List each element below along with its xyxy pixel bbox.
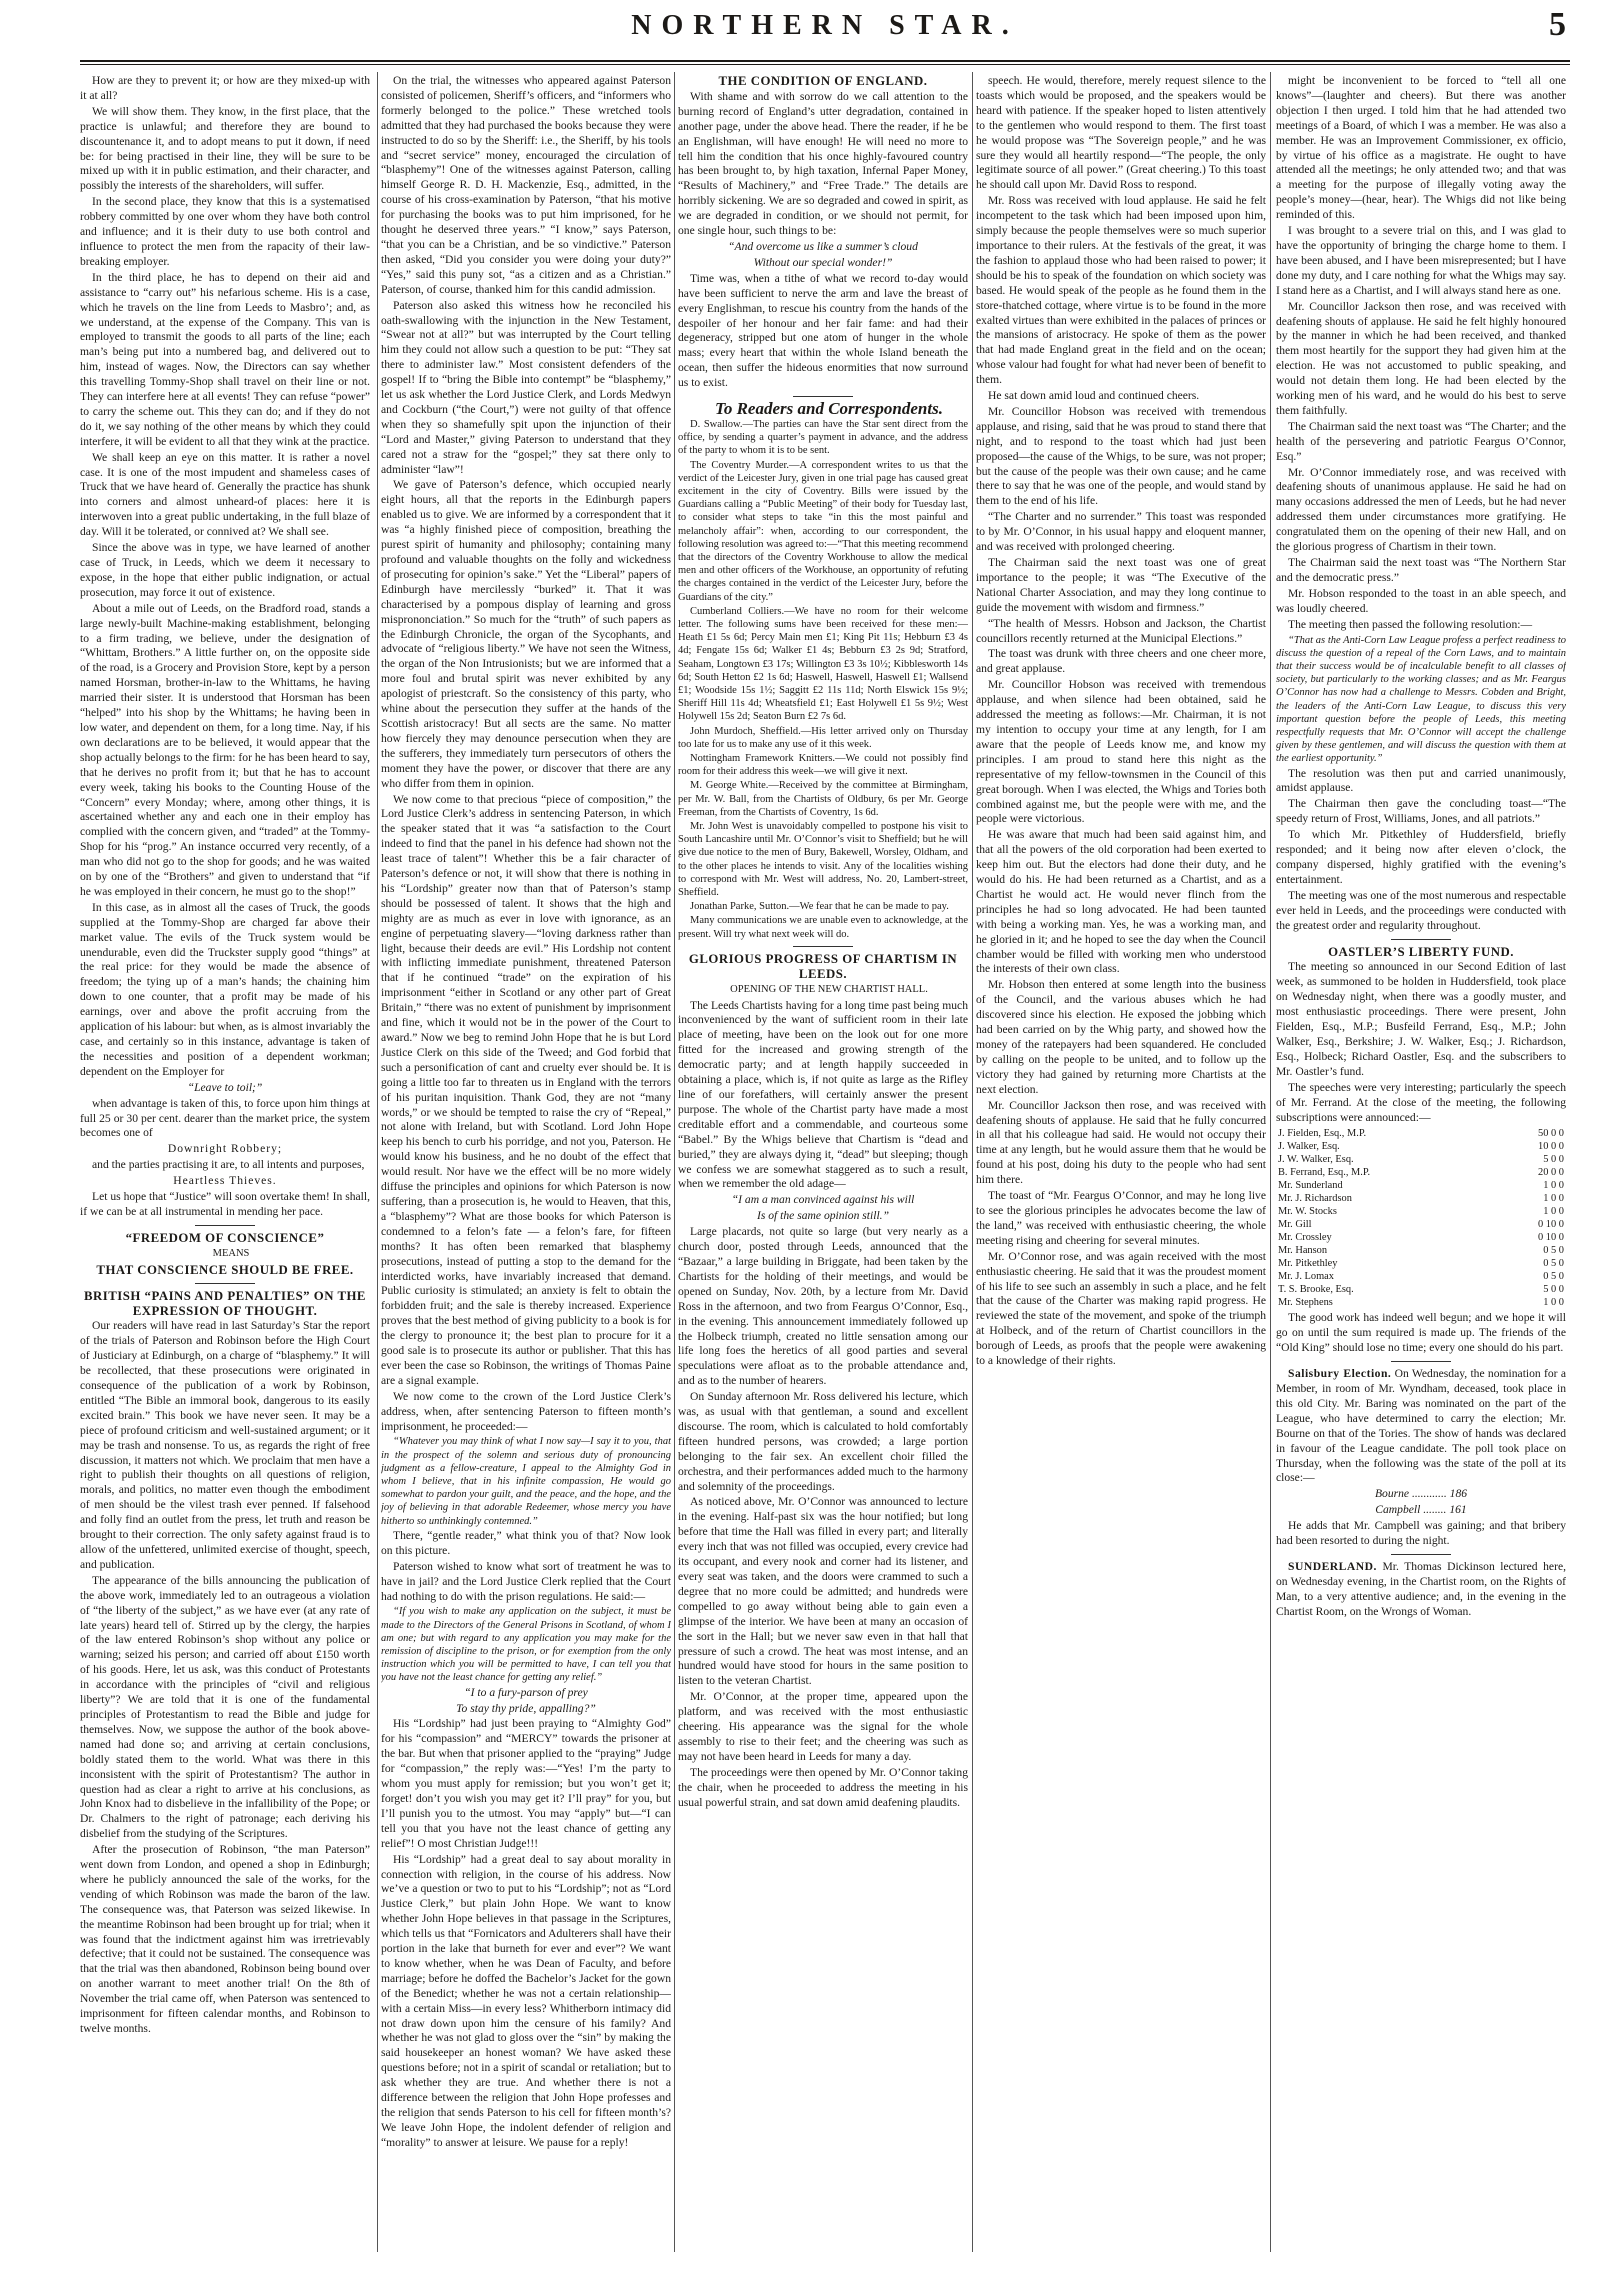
article-paragraph: We now come to the crown of the Lord Justice Clerk’s address, when, after sentencing Paterson to fifteen month’s imprisonment, he proceeded:—: [381, 1389, 671, 1433]
masthead: [80, 6, 1570, 54]
subscription-row: [1276, 1218, 1566, 1231]
article-paragraph: We gave of Paterson’s defence, which occupied nearly eight hours, all that the reports in the Edinburgh papers enabled us to give. We are informed by a correspondent that it was “a highly finished piece of composition, breathing the purest spirit of humanity and philosophy; containing many profound and valuable thoughts on the folly and wickedness of prosecuting for opinion’s sake.” Yet the “Liberal” papers of Edinburgh have mercilessly “burked” it. That it was characterised by a pompous display of learning and gross misprononciation.” So much for the “truth” of such papers as the Edinburgh Chronicle, the organ of the Sycophants, and advocate of “religious liberty.” We have not seen the Witness, the organ of the Non Intrusionists; but we are informed that a more foul and brutal spirit was never exhibited by any apologist of priestcraft. So the consistency of this party, who whine about the persecution they suffer at the hands of the Scottish aristocracy! But all sects are the same. No matter how fiercely they may denounce persecution when they are the sufferers, they immediately turn persecutors of others the moment they have the power, or discover that there are any who differ from them in opinion.: [381, 478, 671, 790]
article-paragraph: Let us hope that “Justice” will soon overtake them! In shall, if we can be at all instrumental in mending her pace.: [80, 1190, 370, 1218]
article-paragraph: In this case, as in almost all the cases of Truck, the goods supplied at the Tommy-Shop are charged far above their market value. The evils of the Truck system would be unendurable, even did the Truckster supply good “things” at the real price: for they would be made the absence of freedom; the tying up of a man’s hands; the chaining him down to one counter, that a profit may be made of his earnings, over and above the profit accruing from the application of his labour: but when, as is almost invariably the case, and certainly so in this instance, advantage is taken of the necessities and position of a dependent workman; dependent on the Employer for: [80, 900, 370, 1078]
subscriber-name: Mr. Hanson: [1278, 1245, 1328, 1257]
subscription-amount: 20 0 0: [1538, 1167, 1564, 1179]
subscriber-name: Mr. Pitkethley: [1278, 1258, 1338, 1270]
article-paragraph: His “Lordship” had just been praying to “Almighty God” for his “compassion” and “MERCY” towards the prisoner at the bar. But when that prisoner applied to the “praying” Judge for “compassion,” the reply was:—“Yes! I’m the party to whom you must apply for remission; but you won’t get it; forget! don’t you wish you may get it? I’ll pray” for you, but I’ll punish you to the utmost. You may “apply” but—“I can tell you that you have not the least chance of getting any relief”! O most Christian Judge!!!: [381, 1717, 671, 1850]
notice-paragraph: D. Swallow.—The parties can have the Star sent direct from the office, by sending a quarter’s payment in advance, and the address of the party to whom it is to be sent.: [678, 418, 968, 457]
subscription-row: [1276, 1296, 1566, 1309]
column-3: [678, 74, 968, 2254]
article-paragraph: “The Charter and no surrender.” This toast was responded to by Mr. O’Connor, in his usual happy and eloquent manner, and was received with prolonged cheering.: [976, 510, 1266, 554]
subscription-amount: 5 0 0: [1543, 1154, 1564, 1166]
article-paragraph: Mr. Councillor Jackson then rose, and was received with deafening shouts of applause. He said that he fully concurred in all that his colleague had said. He would not occupy their time at any length, but he would assure them that he would be found at his post, doing his duty to the people who had sent him there.: [976, 1098, 1266, 1187]
article-paragraph: might be inconvenient to be forced to “tell all one knows”—(laughter and cheers). But there was another objection I then urged. I told him that he had attended two meetings of a Board, of which I was a member. He was also a member. He was an Improvement Commissioner, ex officio, by virtue of his office as a magistrate. He ought to have attended all the meetings; he only attended two; and that was a meeting for the purpose of illegally voting away the people’s money—(hear, hear). The Whigs did not like being reminded of this.: [1276, 74, 1566, 222]
notice-paragraph: Many communications we are unable even to acknowledge, at the present. Will try what next week will do.: [678, 915, 968, 940]
article-paragraph: The Leeds Chartists having for a long time past being much inconvenienced by the want of sufficient room in their late place of meeting, have been on the look out for one more fitted for the increased and growing strength of the democratic party; and at length happily succeeded in obtaining a place, which is, if not quite as large as the Rifley line of our forefathers, will certainly answer the present purpose. The whole of the Chartist party have made a most creditable effort and a commendable, and courteous some “Babel.” By the Whigs believe that Chartism is “dead and buried,” they are always dying it, “dead” but sleeping; though we confess we are somewhat staggered as to such a result, when we remember the old adage—: [678, 998, 968, 1191]
article-paragraph: Mr. Councillor Jackson then rose, and was received with deafening shouts of applause. He said he felt highly honoured by the manner in which he had been received, and thanked them most heartily for the support they had given him at the election. He was not accustomed to public speaking, and would not detain them long. He had been elected by the working men of his ward, and he would do his best to serve them faithfully.: [1276, 299, 1566, 417]
subscription-amount: 0 5 0: [1543, 1271, 1564, 1283]
verse-line: “Leave to toil;”: [187, 1080, 263, 1094]
subscription-row: [1276, 1244, 1566, 1257]
section-subheading: OPENING OF THE NEW CHARTIST HALL.: [730, 983, 928, 995]
article-paragraph: On Sunday afternoon Mr. Ross delivered his lecture, which was, as usual with that gentleman, a sound and excellent discourse. The room, which is calculated to hold comfortably fifteen hundred persons, was crowded; a large portion belonging to the fair sex. An excellent choir filled the orchestra, and their performances added much to the harmony and solemnity of the proceedings.: [678, 1390, 968, 1493]
article-paragraph: As noticed above, Mr. O’Connor was announced to lecture in the evening. Half-past six was the hour notified; but long before that time the Hall was filled in every part; and literally every inch that was not filled was occupied, every crevice had its occupant, and every nook and corner had its listener, and every seat was taken, and the doors were crammed to such a degree that no more could be admitted; and hundreds were compelled to go away without being able to gain even a glimpse of the interior. We have been at many an occasion of the sort in the Hall; but we never saw even in that hall that pressure of such a crowd. The heat was most intense, and an hundred would have stood for hours in the same position to listen to the veteran Chartist.: [678, 1495, 968, 1688]
subscription-row: [1276, 1205, 1566, 1218]
article-paragraph: How are they to prevent it; or how are they mixed-up with it at all?: [80, 74, 370, 102]
subscription-row: [1276, 1270, 1566, 1283]
subscription-row: [1276, 1231, 1566, 1244]
article-paragraph: Since the above was in type, we have learned of another case of Truck, in Leeds, which we deem it necessary to expose, in the hope that either public indignation, or actual prosecution, may force it out of existence.: [80, 541, 370, 599]
subscriber-name: Mr. J. Lomax: [1278, 1271, 1334, 1283]
article-paragraph: The Chairman said the next toast was one of great importance to the people; it was “The Executive of the National Charter Association, and may they long continue to guide the movement with wisdom and firmness.”: [976, 556, 1266, 614]
subscription-list: [1276, 1127, 1566, 1309]
subscription-row: [1276, 1283, 1566, 1296]
article-paragraph: speech. He would, therefore, merely request silence to the toasts which would be proposed, and the speakers would be heard with patience. If the speaker hoped to listen attentively to the gentlemen who would respond to them. The first toast he would propose was “The Sovereign people,” and he was sure they would all heartily respond—“The people, the only legitimate source of all power.” (Great cheering.) To this toast he should call upon Mr. David Ross to respond.: [976, 74, 1266, 192]
section-heading: GLORIOUS PROGRESS OF CHARTISM IN LEEDS.: [688, 951, 958, 981]
subscription-amount: 0 10 0: [1538, 1219, 1564, 1231]
subscriber-name: Mr. Crossley: [1278, 1232, 1332, 1244]
article-paragraph: The good work has indeed well begun; and we hope it will go on until the sum required is made up. The friends of the “Old King” should lose no time; every one should do his part.: [1276, 1311, 1566, 1355]
notice-paragraph: Mr. John West is unavoidably compelled to postpone his visit to South Lancashire until Mr. O’Connor’s visit to Sheffield; but he will give due notice to the men of Bury, Bakewell, Worsley, Oldham, and to the other places he intends to visit. Any of the localities wishing to correspond with Mr. West will address, No. 20, Lambert-street, Sheffield.: [678, 821, 968, 899]
page-number: 5: [1549, 6, 1566, 43]
article-paragraph: On the trial, the witnesses who appeared against Paterson consisted of policemen, Sheriff’s officers, and “informers who formerly belonged to the police.” These wretched tools admitted that they had purchased the books because they were instructed to do so by the Sheriff: i.e., the Sheriff, by his tools and “secret service” money, encouraged the circulation of “blasphemy”! One of the witnesses against Paterson, calling himself George R. D. H. Mackenzie, Esq., admitted, in the course of his cross-examination by Paterson, “that his motive for purchasing the books was to put him imprisoned, for he thought he deserved three years.” “I know,” says Paterson, “that you can be a Christian, and be so vindictive.” Paterson then asked, “Did you consider you were doing your duty?” “Yes,” said this puny sot, “as a citizen and as a Christian.” Paterson, of course, thanked him for this candid admission.: [381, 74, 671, 296]
column-1: [80, 74, 370, 2254]
article-paragraph: He sat down amid loud and continued cheers.: [988, 389, 1200, 403]
article-paragraph: The Chairman said the next toast was “The Charter; and the health of the persevering and patriotic Feargus O’Connor, Esq.”: [1276, 419, 1566, 463]
subscription-amount: 0 5 0: [1543, 1245, 1564, 1257]
article-paragraph: Mr. O’Connor immediately rose, and was received with deafening shouts of unanimous applause. He said he had on many occasions addressed the men of Leeds, but he had never addressed them under circumstances more gratifying. He congratulated them on the opening of their new Hall, and on the glorious progress of Chartism in their town.: [1276, 465, 1566, 554]
article-paragraph: Mr. Hobson responded to the toast in an able speech, and was loudly cheered.: [1276, 586, 1566, 615]
notice-paragraph: Cumberland Colliers.—We have no room for their welcome letter. The following sums have been received for these men:—Heath £1 5s 6d; Percy Main men £1; King Pit 11s; Hebburn £3 4s 4d; Fengate 15s 6d; Walker £1 4s; Bebburn £3 2s 9d; Stratford, Seaham, Longtown £3 17s; Willington £3 3s 10½; Kibblesworth 14s 6d; South Hetton £2 1s 6d; Haswell, Haswell, Haswell £1; Wallsend £1; Woodside 15s 1½; Saggitt £2 11s 11d; North Elswick 15s 9½; Sheriff Hill 11s 4d; Wheatsfield £1; East Holywell £1 5s 9½; West Holywell 15s 2d; Seaton Burn £2 7s 6d.: [678, 605, 968, 723]
column-divider: [674, 72, 675, 2252]
inline-text: On Wednesday, the nomination for a Member, in room of Mr. Wyndham, deceased, took place in this old City. Mr. Baring was nominated on the part of the League, who have determined to carry the election; Mr. Bourne on that of the Tories. The show of hands was declared in favour of the League candidate. The poll took place on Thursday, when the following was the state of the poll at its close:—: [1276, 1367, 1566, 1485]
quoted-passage: “If you wish to make any application on the subject, it must be made to the Directors of the General Prisons in Scotland, of whom I am one; but with regard to any application you may make for the remission of discipline to the prison, or for exemption from the only instruction which you will be permitted to have, I can tell you that you have not the least chance for getting any relief.”: [381, 1606, 671, 1684]
subscription-row: [1276, 1166, 1566, 1179]
article-paragraph: We will show them. They know, in the first place, that the practice is unlawful; and therefore they are bound to discountenance it, and to adopt means to put it down, if need be: for being practised in their line, they will be sure to be mixed up with it in public estimation, and their character, and possibly the interests of the shareholders, will suffer.: [80, 104, 370, 193]
verse-line: Is of the same opinion still.”: [756, 1209, 890, 1223]
subscription-row: [1276, 1257, 1566, 1270]
section-rule: [195, 1225, 255, 1226]
column-4: [976, 74, 1266, 2254]
article-paragraph: [1276, 1367, 1566, 1486]
subscription-row: [1276, 1127, 1566, 1140]
article-paragraph: I was brought to a severe trial on this, and I was glad to have the opportunity of bringing the charge home to them. I have been abused, and I have been misrepresented; but I have done my duty, and I care nothing for what the Whigs may say. I stand here as a Chartist, and I will always stand here as one.: [1276, 224, 1566, 297]
verse-line: Without our special wonder!”: [753, 255, 893, 269]
article-paragraph: About a mile out of Leeds, on the Bradford road, stands a large newly-built Machine-making establishment, belonging to a firm trading, we believe, under the designation of “Whittam, Brothers.” A little further on, on the opposite side of the road, is a Grocery and Provision Store, kept by a person named Horsman, brother-in-law to the Whittams, he having married their sister. It is understood that Horsman has been “helped” into his shop by the Whittams; he having been in low water, and dependent on them, for a long time. Nay, if his own declarations are to be believed, it would appear that the shop actually belongs to the firm: for he has been heard to say, that he derives no profit from it; but that he has to account every week, taking his books to the Counting House of the “Concern” every Monday; where, among other things, it is ascertained whether any and each one in their employ has complied with the concern given, and “traded” at the Tommy-Shop for his “prog.” An instance occurred very recently, of a man who did not go to the shop for goods; and he was waited on by one of the “Brothers” and given to understand that “if he was employed in their concern, he must go to the shop!”: [80, 601, 370, 898]
verse-line: “I to a fury-parson of prey: [464, 1685, 588, 1699]
inline-heading: SUNDERLAND.: [1288, 1560, 1377, 1573]
section-rule: [1391, 1554, 1451, 1555]
section-rule: [1391, 939, 1451, 940]
section-heading: THE CONDITION OF ENGLAND.: [718, 74, 928, 88]
article-paragraph: Mr. O’Connor rose, and was again received with the most enthusiastic cheering. He said that it was the proudest moment of his life to see such an assembly in such a place, and he felt that the cause of the Charter was making rapid progress. He reviewed the state of the movement, and spoke of the triumph at Holbeck, and of the return of Chartist councillors in the borough of Leeds, as proofs that the people were awakening to a knowledge of their rights.: [976, 1249, 1266, 1368]
newspaper-title: NORTHERN STAR.: [631, 10, 1019, 41]
subscriber-name: Mr. W. Stocks: [1278, 1206, 1337, 1218]
subscription-row: [1276, 1192, 1566, 1205]
inline-heading: Salisbury Election.: [1288, 1367, 1392, 1381]
article-paragraph: We shall keep an eye on this matter. It is rather a novel case. It is one of the most impudent and shameless cases of Truck that we have heard of. Generally the practice has shunk into corners and almost unheard-of places: here it is interwoven into a great public undertaking, in the full blaze of day. Will it be tolerated, or connived at? We shall see.: [80, 450, 370, 539]
column-5: [1276, 74, 1566, 2254]
subscription-row: [1276, 1153, 1566, 1166]
subscriber-name: Mr. Gill: [1278, 1219, 1312, 1231]
article-paragraph: The proceedings were then opened by Mr. O’Connor taking the chair, when he proceeded to address the meeting in his usual powerful strain, and sat down amid deafening plaudits.: [678, 1765, 968, 1809]
article-paragraph: Mr. O’Connor, at the proper time, appeared upon the platform, and was received with the most enthusiastic cheering. His appearance was the signal for the whole assembly to rise to their feet; and the cheering was such as may not have been heard in Leeds for many a day.: [678, 1690, 968, 1763]
subscriber-name: B. Ferrand, Esq., M.P.: [1278, 1167, 1371, 1179]
notice-paragraph: Nottingham Framework Knitters.—We could not possibly find room for their address this week—we will give it next.: [678, 753, 968, 778]
article-paragraph: “The health of Messrs. Hobson and Jackson, the Chartist councillors recently returned at the Municipal Elections.”: [976, 616, 1266, 645]
section-heading: OASTLER’S LIBERTY FUND.: [1328, 944, 1514, 959]
verse-line: To stay thy pride, appalling?”: [456, 1701, 596, 1715]
article-paragraph: There, “gentle reader,” what think you of that? Now look on this picture.: [381, 1528, 671, 1557]
article-paragraph: Time was, when a tithe of what we record to-day would have been sufficient to nerve the arm and lave the breast of every Englishman, to rescue his country from the hands of the despoiler of her honour and her fair fame: and had their degeneracy, stripped but one atom of hunger in the whole mass; every heart that within the whole Island beneath the ocean, then suffer the hideous enormities that now surround us to exist.: [678, 271, 968, 390]
notice-paragraph: The Coventry Murder.—A correspondent writes to us that the verdict of the Leicester Jury, given in one trial page has caused great excitement in the city of Coventry. Bills were issued by the Guardians calling a “Public Meeting” of their body for Tuesday last, to consider what steps to take “in this the most painful and melancholy affair”: when, according to our correspondent, the following resolution was agreed to:—“That this meeting recommend that the directors of the Coventry Workhouse to allow the medical men and other officers of the Workhouse, an opportunity of refuting the charges contained in the verdict of the Leicester Jury, before the Guardians of the city.”: [678, 459, 968, 603]
article-paragraph: After the prosecution of Robinson, “the man Paterson” went down from London, and opened a shop in Edinburgh; where he publicly announced the sale of the works, for the vending of which Robinson was made the baron of the law. The consequence was, that Paterson was seized likewise. In the meantime Robinson had been brought up for trial; when it was found that the indictment against him was irretrievably defective; that it could not be sustained. The consequence was that the trial was then abandoned, Robinson being bound over on another warrant to meet another trial! On the 8th of November the trial came off, when Paterson was sentenced to imprisonment for fifteen calendar months, and Robinson to twelve months.: [80, 1843, 370, 2035]
subscription-amount: 1 0 0: [1543, 1180, 1564, 1192]
subscription-amount: 0 5 0: [1543, 1258, 1564, 1270]
resolution-text: “That as the Anti-Corn Law League profess a perfect readiness to discuss the question of a repeal of the Corn Laws, and to maintain that their success would be of incalculable benefit to all classes of society, but particularly to the working classes; and as Mr. Feargus O’Connor has now had a challenge to Messrs. Cobden and Bright, the leaders of the Anti-Corn Law League, to discuss this very important question before the people of Leeds, this meeting respectfully requests that Mr. O’Connor will accept the challenge given by these gentlemen, and will discuss the question with them at the earliest opportunity.”: [1276, 634, 1566, 765]
article-paragraph: Mr. Councillor Hobson was received with tremendous applause, and when silence had been obtained, said he addressed the meeting as follows:—Mr. Chairman, it is not my intention to occupy your time at any length, for I am aware that the people of Leeds know me, and know my principles. I am proud to stand here this night as the representative of my fellow-townsmen in the Council of this great borough. When I was elected, the Whigs and Tories both combined against me, but the people were with me, and the people were victorious.: [976, 678, 1266, 826]
column-2: [381, 74, 671, 2254]
notice-paragraph: Jonathan Parke, Sutton.—We fear that he can be made to pay.: [690, 901, 949, 913]
verse-line: “And overcome us like a summer’s cloud: [728, 239, 918, 253]
top-rule-thin: [80, 64, 1570, 65]
section-subheading: MEANS: [212, 1247, 250, 1259]
column-divider: [377, 72, 378, 2252]
poll-result: Campbell ........ 161: [1375, 1503, 1467, 1517]
article-paragraph: To which Mr. Pitkethley of Huddersfield, briefly responded; and it being now after eleven o’clock, the company dispersed, highly gratified with the evening’s entertainment.: [1276, 828, 1566, 886]
emphasis-line: Downright Robbery;: [167, 1142, 283, 1156]
section-heading: THAT CONSCIENCE SHOULD BE FREE.: [96, 1262, 354, 1277]
section-heading: To Readers and Correspondents.: [715, 399, 943, 419]
subscription-row: [1276, 1179, 1566, 1192]
emphasis-line: Heartless Thieves.: [173, 1174, 277, 1188]
subscription-table: [1276, 1127, 1566, 1309]
article-paragraph: Mr. Ross was received with loud applause. He said he felt incompetent to the task which had been imposed upon him, simply because the people themselves were so much superior importance to their rulers. At the festivals of the great, it was the fashion to applaud those who had been raised to power; it should be his to speak of the foundation on which society was based. He would speak of the people as he found them in the store-thatched cottage, where virtue is to be found in the more exalted virtues than were exhibited in the palaces of princes or the mansions of aristocracy. He spoke of them as the power that had made England great in the field and on the ocean; whose valour had fought for what had never been of benefit to them.: [976, 194, 1266, 387]
article-paragraph: The toast was drunk with three cheers and one cheer more, and great applause.: [976, 647, 1266, 676]
article-paragraph: In the second place, they know that this is a systematised robbery committed by one over whom they have both control and influence; and it is their duty to use both control and influence to protect the men from the rapacity of their law-breaking employer.: [80, 195, 370, 268]
subscription-amount: 1 0 0: [1543, 1206, 1564, 1218]
verse-line: “I am a man convinced against his will: [731, 1193, 915, 1207]
section-rule: [1391, 1361, 1451, 1362]
article-paragraph: The meeting then passed the following resolution:—: [1288, 617, 1533, 631]
article-paragraph: The speeches were very interesting; particularly the speech of Mr. Ferrand. At the close of the meeting, the following subscriptions were announced:—: [1276, 1080, 1566, 1124]
article-paragraph: His “Lordship” had a great deal to say about morality in connection with religion, in the course of his address. Now we’ve a question or two to put to his “Lordship”; not as “Lord Justice Clerk,” but plain John Hope. We want to know whether John Hope believes in that passage in the Scriptures, which tells us that “Fornicators and Adulterers shall have their portion in the lake that burneth for ever and ever”? We want to know whether, when he was Dean of Faculty, and before marriage; before he doffed the Bachelor’s Jacket for the gown of the Benedict; whether he was not a certain relationship—with a certain Miss—in every less? Whitherborn intimacy did not draw down upon him the censure of his family? And whether he was not glad to gloss over the “sin” by making the said housekeeper an honest woman? We have asked these questions before; not in a spirit of scandal or retaliation; but to ask whether they are true. And whether there is not a difference between the religion that John Hope professes and the religion that sends Paterson to his cell for fifteen month’s? We leave John Hope, the indolent defender of religion and “morality” to answer at leisure. We pause for a reply!: [381, 1852, 671, 2149]
article-paragraph: Our readers will have read in last Saturday’s Star the report of the trials of Paterson and Robinson before the High Court of Justiciary at Edinburgh, on a charge of “blasphemy.” It will be recollected, that these prosecutions were originated in consequence of the publication of a work by Robinson, entitled “The Bible an immoral book, dangerous to its easily excited brain.” This book we have never seen. It may be a piece of profound criticism and well-sustained argument; or it may be trash and nonsense. To us, as regards the right of free discussion, it matters not which. We proclaim that men have a right to publish their thoughts on all questions of religion, morals, and politics, no matter even though the embodiment of men should be the vilest trash ever penned. If falsehood and folly find an outlet from the press, let truth and reason be brought to their correction. The only safety against fraud is to allow of the unfettered, unlimited exercise of thought, speech, and publication.: [80, 1319, 370, 1571]
section-rule: [793, 396, 853, 397]
notice-paragraph: John Murdoch, Sheffield.—His letter arrived only on Thursday too late for us to make any use of it this week.: [678, 725, 968, 750]
subscriber-name: J. Walker, Esq.: [1278, 1141, 1340, 1153]
poll-result: Bourne ............ 186: [1374, 1487, 1468, 1501]
subscription-amount: 10 0 0: [1538, 1141, 1564, 1153]
subscriber-name: Mr. Stephens: [1278, 1297, 1333, 1309]
top-rule: [80, 60, 1570, 62]
article-paragraph: The meeting so announced in our Second Edition of last week, as summoned to be holden in Huddersfield, took place on Wednesday night, when there was a goodly muster, and most enthusiastic proceedings. There were present, John Fielden, Esq., M.P.; Busfeild Ferrand, Esq., M.P.; John Walker, Esq., Berkshire; J. W. Walker, Esq.; J. Richardson, Esq., Holbeck; Richard Oastler, Esq. and the subscribers to Mr. Oastler’s fund.: [1276, 960, 1566, 1078]
article-paragraph: Paterson also asked this witness how he reconciled his oath-swallowing with the injunction in the New Testament, “Swear not at all?” but was interrupted by the Court telling him they could not allow such a question to be put: “They sat there to administer law.” Most consistent defenders of the gospel! If to “bring the Bible into contempt” be “blasphemy,” let us ask whether the Lord Justice Clerk, and Lords Medwyn and Cockburn (“the Court,”) were not guilty of that offence when they so shamefully spit upon the injunction of their “Lord and Master,” giving Paterson to understand that they cared not a straw for the “gospel;” they sat there only to administer “law”!: [381, 298, 671, 476]
article-paragraph: In the third place, he has to depend on their aid and assistance to “carry out” his nefarious scheme. His is a case, which he travels on the line from Leeds to Masbro’; and, as we understand, at the expense of the Company. This van is employed to transmit the goods to all parts of the line; each man’s being put into a numbered bag, and delivered out to him, instead of wages. Now, the Directors can say whether this travelling Tommy-Shop shall travel on their line or not. They can interfere here at all events! They can refuse “power” to carry the scheme out. This they can do; and if they do not do it, we say nothing of the other means by which they could interfere, it will be evident to all that they wink at the practice.: [80, 270, 370, 448]
article-paragraph: The toast of “Mr. Feargus O’Connor, and may he long live to see the glorious principles he advocates become the law of the land,” was received with enthusiastic cheering, the whole meeting rising and cheering for several minutes.: [976, 1189, 1266, 1247]
subscriber-name: Mr. J. Richardson: [1278, 1193, 1352, 1205]
article-paragraph: The appearance of the bills announcing the publication of the above work, immediately led to an outrageous a violation of “the liberty of the subject,” as we have ever (at any rate of late years) heard tell of. Stirred up by the clergy, the harpies of the law entered Robinson’s shop without any police or warning; seized his person; and carried off about £150 worth of his goods. Here, let us ask, was this conduct of Protestants in accordance with the principles of “civil and religious liberty”? We are told that it is one of the fundamental principles of Protestantism to read the Bible and judge for themselves. Now, we suppose the author of the book above-named had done so; and arriving at certain conclusions, boldly stated them to the world. What was there in this inconsistent with the spirit of Protestantism? The author in question had as clear a right to arrive at his conclusions, as John Knox had to disbelieve in the infallibility of the Pope; or Dr. Chalmers to the right of patronage; each deriving his disbelief from the studying of the Scriptures.: [80, 1573, 370, 1841]
article-paragraph: The Chairman said the next toast was “The Northern Star and the democratic press.”: [1276, 556, 1566, 584]
article-paragraph: The resolution was then put and carried unanimously, amidst applause.: [1276, 766, 1566, 795]
article-paragraph: when advantage is taken of this, to force upon him things at full 25 or 30 per cent. dearer than the market price, the system becomes one of: [80, 1096, 370, 1140]
article-paragraph: He adds that Mr. Campbell was gaining; and that bribery had been resorted to during the night.: [1276, 1519, 1566, 1548]
quoted-passage: “Whatever you may think of what I now say—I say it to you, that in the prospect of the solemn and serious duty of pronouncing judgment as a fellow-creature, I appeal to the Almighty God in whom I believe, that in his infinite compassion, He would go somewhat to pardon your guilt, and the peace, and the hope, and the joy of believing in that adorable Redeemer, whose mercy you have hitherto so unthinkingly contemned.”: [381, 1436, 671, 1527]
subscription-amount: 50 0 0: [1538, 1128, 1564, 1140]
subscriber-name: J. Fielden, Esq., M.P.: [1278, 1128, 1367, 1140]
article-paragraph: Mr. Councillor Hobson was received with tremendous applause, and rising, said that he was proud to stand there that night, and to respond to the toast which had just been proposed—the cause of the Whigs, to be sure, was not proper; but the cause of the people was their own cause; and he came there to say that he was one of the people, and would stand by them to the end of his life.: [976, 404, 1266, 508]
subscription-amount: 1 0 0: [1543, 1297, 1564, 1309]
subscription-amount: 0 10 0: [1538, 1232, 1564, 1244]
article-paragraph: Mr. Hobson then entered at some length into the business of the Council, and the various abuses which he had discovered since his election. He exposed the jobbing which had been carried on by the Whig party, and showed how the money of the ratepayers had been squandered. He concluded by calling on the people to be united, and to follow up the victory they had gained by returning more Chartists at the next election.: [976, 978, 1266, 1096]
subscription-amount: 1 0 0: [1543, 1193, 1564, 1205]
column-divider: [1270, 72, 1271, 2252]
article-paragraph: Paterson wished to know what sort of treatment he was to have in jail? and the Lord Justice Clerk replied that the Court had nothing to do with the prison regulations. He said:—: [381, 1559, 671, 1603]
subscription-amount: 5 0 0: [1543, 1284, 1564, 1296]
section-heading: “FREEDOM OF CONSCIENCE”: [125, 1230, 325, 1245]
section-heading: BRITISH “PAINS AND PENALTIES” ON THE EXPRESSION OF THOUGHT.: [84, 1288, 366, 1318]
article-paragraph: With shame and with sorrow do we call attention to the burning record of England’s utter degradation, contained in another page, under the above head. There the reader, if he be an Englishman, will have enough! He will need no more to tell him the condition that his once highly-favoured country has been brought to, by high taxation, Infernal Paper Money, “Results of Machinery,” and “Free Trade.” The details are horribly sickening. We are so degraded and cowed in spirit, as we are degraded in condition, or we should not permit, for one single hour, such things to be:: [678, 89, 968, 238]
inline-text: Mr. Thomas Dickinson lectured here, on Wednesday evening, in the Chartist room, on the Rights of Man, to a very attentive audience; and, in the evening in the Chartist Room, on the Wrongs of Woman.: [1276, 1560, 1566, 1618]
section-rule: [793, 946, 853, 947]
article-paragraph: Large placards, not quite so large (but very nearly as a church door, posted through Leeds, announced that the “Bazaar,” a large building in Briggate, had been taken by the Chartists for the holding of their meetings, and would be opened on Sunday, Nov. 20th, by a lecture from Mr. David Ross in the afternoon, and two from Feargus O’Connor, Esq., in the evening. This announcement immediately followed up the Holbeck triumph, created no little sensation among our life long foes the heretics of all good parties and several speculations were afloat as to the probable attendance and, and as to the number of hearers.: [678, 1225, 968, 1388]
subscriber-name: Mr. Sunderland: [1278, 1180, 1343, 1192]
notice-paragraph: M. George White.—Received by the committee at Birmingham, per Mr. W. Ball, from the Chartists of Oldbury, 6s per Mr. George Freeman, from the Chartists of Coventry, 1s 6d.: [678, 780, 968, 818]
article-paragraph: He was aware that much had been said against him, and that all the powers of the old corporation had been exerted to keep him out. But the electors had done their duty, and he would do his. He had been returned as a Chartist, and as a Chartist he would act. He would never flinch from the principles he had so long advocated. He had been taunted with being a working man. Yes, he was a working man, and he gloried in it; and he hoped to see the day when the Council chamber would be filled with working men who understood the interests of their own class.: [976, 828, 1266, 976]
article-paragraph: The Chairman then gave the concluding toast—“The speedy return of Frost, Williams, Jones, and all patriots.”: [1276, 797, 1566, 826]
article-paragraph: We now come to that precious “piece of composition,” the Lord Justice Clerk’s address in sentencing Paterson, in which the speaker stated that it was “a satisfaction to the Court indeed to find that the panel in his defence had shown not the least trace of talent”! Whether this be a fair character of Paterson’s defence or not, it will show that there is nothing in his “Lordship” greater now than that of Paterson’s stamp should be possessed of talent. It shows that the high and mighty are as much as ever in love with ignorance, as an engine of perpetuating slavery—“loving darkness rather than light, because their deeds are evil.” His Lordship not content with inflicting immediate punishment, threatened Paterson that if he continued “trade” on the expiration of his imprisonment “either in Scotland or any other part of Great Britain,” “there was no extent of punishment by imprisonment and fine, which it would not be in the power of the Court to award.” Now we beg to remind John Hope that he is but Lord Justice Clerk on this side of the Tweed; and God forbid that such a personification of cant and cruelty ever should be. It is going a little too far to threaten us in England with the terrors of his puritan inquisition. Thank God, they are not “many words,” or we should be tempted to raise the cry of “Repeal,” not alone with Ireland, but with Scotland. Lord John Hope keep his bench to curb his porridge, and not you, Paterson. He would know his business, and he no doubt of the effect that would result. Nor have we the effect will be no more widely diffuse the principles and opinions for which Paterson is now suffering, than a prosecution is, he would to Heaven, that this, a “blasphemy”? What are those books for which Paterson is condemned to a felon’s fate — a felon’s fare, for fifteen months? It has often been remarked that blasphemy prosecutions, instead of putting a stop to the demand for the interdicted works, have invariably increased that demand. Public curiosity is stimulated; an anxiety is felt to obtain the forbidden fruit; and the sale is thereby increased. Experience proves that the best method of giving publicity to a book is for the clergy to pronounce it; the best plan to procure for it a good sale is to prosecute its author or publisher. That this has ever been the case so Robinson, the writings of Thomas Paine are a signal example.: [381, 792, 671, 1387]
subscriber-name: T. S. Brooke, Esq.: [1278, 1284, 1354, 1296]
subscriber-name: J. W. Walker, Esq.: [1278, 1154, 1354, 1166]
section-rule: [195, 1283, 255, 1284]
article-paragraph: The meeting was one of the most numerous and respectable ever held in Leeds, and the proceedings were conducted with the greatest order and regularity throughout.: [1276, 888, 1566, 932]
article-paragraph: and the parties practising it are, to all intents and purposes,: [92, 1158, 365, 1172]
column-divider: [972, 72, 973, 2252]
subscription-row: [1276, 1140, 1566, 1153]
article-paragraph: [1276, 1560, 1566, 1620]
